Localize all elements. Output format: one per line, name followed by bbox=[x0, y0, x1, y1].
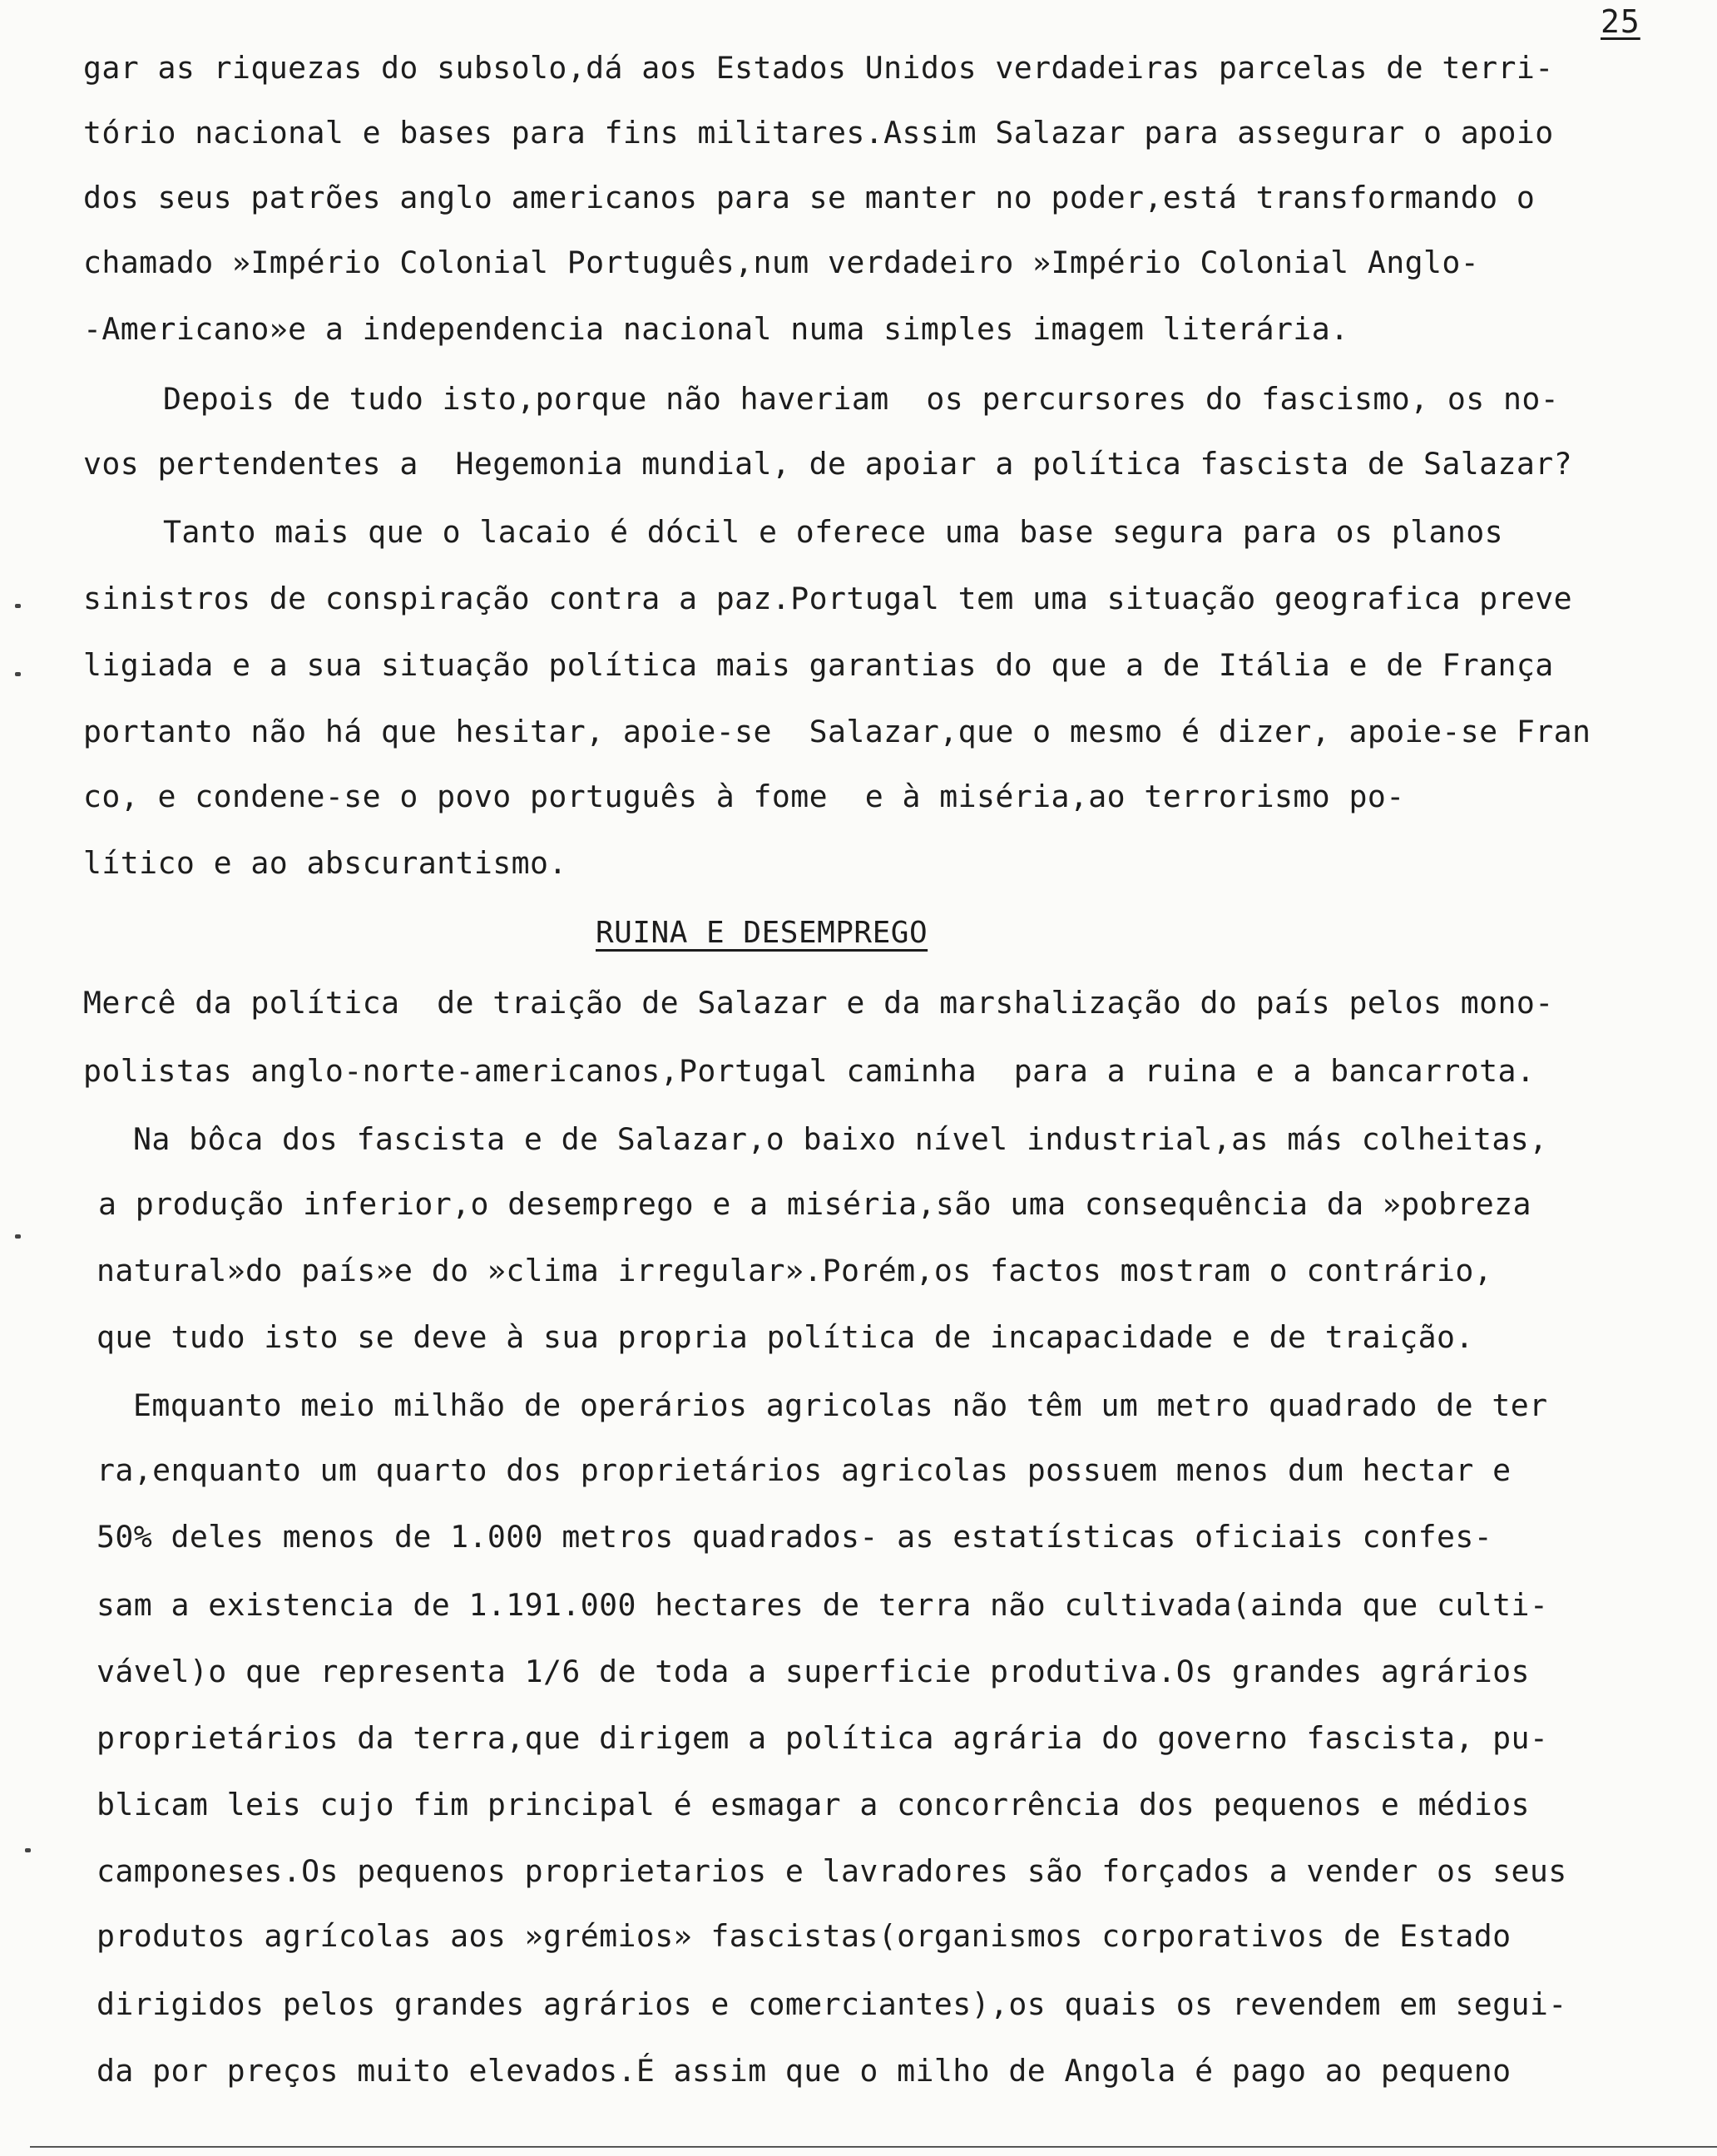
text-line: chamado »Império Colonial Português,num verdadeiro »Império Colonial Anglo- bbox=[83, 245, 1480, 280]
text-line: blicam leis cujo fim principal é esmagar a concorrência dos pequenos e médios bbox=[96, 1787, 1530, 1822]
text-line: da por preços muito elevados.É assim que o milho de Angola é pago ao pequeno bbox=[96, 2053, 1512, 2089]
text-line: ra,enquanto um quarto dos proprietários agricolas possuem menos dum hectar e bbox=[96, 1452, 1512, 1488]
text-line: 50% deles menos de 1.000 metros quadrados- as estatísticas oficiais confes- bbox=[96, 1519, 1493, 1555]
text-line: gar as riquezas do subsolo,dá aos Estados Unidos verdadeiras parcelas de terri- bbox=[83, 50, 1554, 86]
text-line: sam a existencia de 1.191.000 hectares de terra não cultivada(ainda que culti- bbox=[96, 1587, 1549, 1623]
text-line: proprietários da terra,que dirigem a política agrária do governo fascista, pu- bbox=[96, 1720, 1549, 1756]
text-line: lítico e ao abscurantismo. bbox=[83, 845, 567, 881]
text-line: portanto não há que hesitar, apoie-se Salazar,que o mesmo é dizer, apoie-se Fran bbox=[83, 714, 1591, 749]
text-line: Mercê da política de traição de Salazar e da marshalização do país pelos mono- bbox=[83, 985, 1554, 1021]
text-line: vos pertendentes a Hegemonia mundial, de apoiar a política fascista de Salazar? bbox=[83, 446, 1572, 482]
margin-mark bbox=[15, 672, 21, 676]
text-line: camponeses.Os pequenos proprietarios e lavradores são forçados a vender os seus bbox=[96, 1853, 1567, 1889]
text-line: -Americano»e a independencia nacional numa simples imagem literária. bbox=[83, 311, 1349, 347]
text-line: a produção inferior,o desemprego e a miséria,são uma consequência da »pobreza bbox=[98, 1186, 1531, 1222]
text-line: Na bôca dos fascista e de Salazar,o baixo nível industrial,as más colheitas, bbox=[133, 1121, 1548, 1157]
text-line: produtos agrícolas aos »grémios» fascistas(organismos corporativos de Estado bbox=[96, 1918, 1512, 1954]
text-line: Depois de tudo isto,porque não haveriam os percursores do fascismo, os no- bbox=[163, 381, 1560, 417]
text-line: sinistros de conspiração contra a paz.Portugal tem uma situação geografica preve bbox=[83, 581, 1572, 616]
text-line: tório nacional e bases para fins militares.Assim Salazar para assegurar o apoio bbox=[83, 115, 1554, 151]
text-line: que tudo isto se deve à sua propria política de incapacidade e de traição. bbox=[96, 1319, 1474, 1355]
text-line: polistas anglo-norte-americanos,Portugal caminha para a ruina e a bancarrota. bbox=[83, 1053, 1536, 1089]
bottom-rule bbox=[30, 2146, 1717, 2148]
margin-mark bbox=[15, 604, 21, 608]
text-line: natural»do país»e do »clima irregular».Porém,os factos mostram o contrário, bbox=[96, 1253, 1493, 1288]
text-line: dos seus patrões anglo americanos para se manter no poder,está transformando o bbox=[83, 180, 1536, 215]
text-line: vável)o que representa 1/6 de toda a superficie produtiva.Os grandes agrários bbox=[96, 1654, 1530, 1689]
text-line: ligiada e a sua situação política mais garantias do que a de Itália e de França bbox=[83, 647, 1554, 683]
text-line: dirigidos pelos grandes agrários e comerciantes),os quais os revendem em segui- bbox=[96, 1986, 1567, 2022]
margin-mark bbox=[15, 1234, 21, 1239]
margin-mark bbox=[25, 1848, 31, 1852]
page-number: 25 bbox=[1601, 3, 1640, 40]
text-line: Tanto mais que o lacaio é dócil e oferece uma base segura para os planos bbox=[163, 514, 1503, 550]
section-heading: RUINA E DESEMPREGO bbox=[596, 916, 928, 950]
text-line: co, e condene-se o povo português à fome e à miséria,ao terrorismo po- bbox=[83, 779, 1405, 814]
text-line: Emquanto meio milhão de operários agricolas não têm um metro quadrado de ter bbox=[133, 1387, 1548, 1423]
